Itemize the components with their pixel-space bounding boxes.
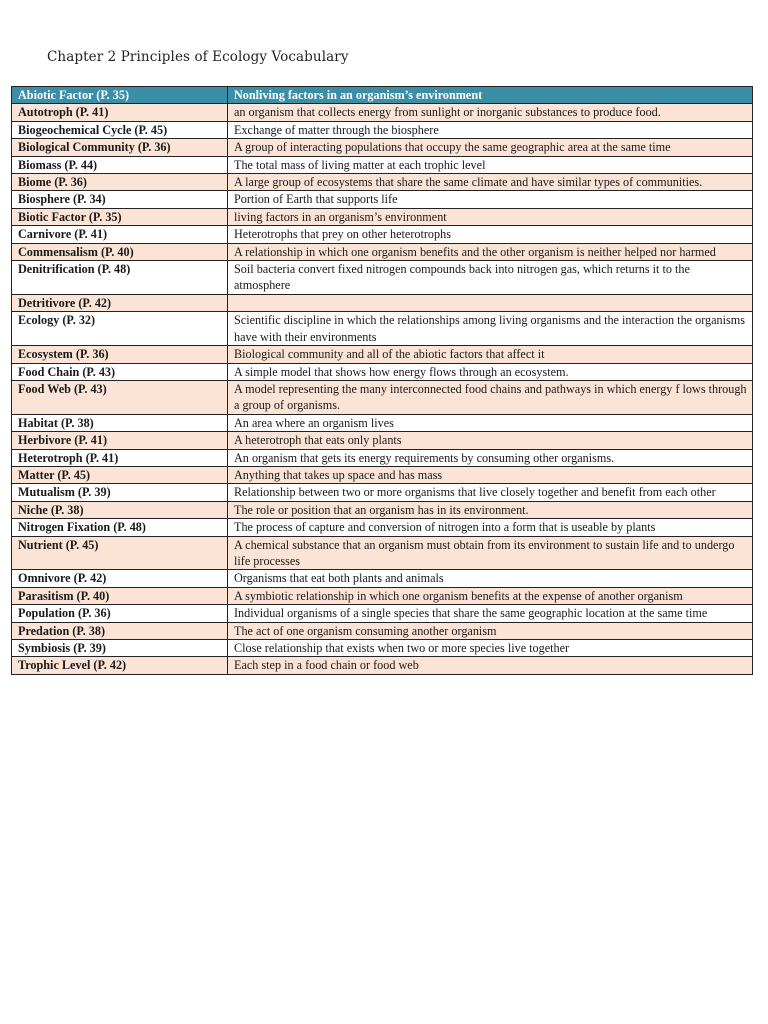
vocab-definition: Soil bacteria convert fixed nitrogen compounds back into nitrogen gas, which returns it to the atmosphere [228,261,753,295]
vocab-term: Nutrient (P. 45) [12,536,228,570]
vocab-definition: A group of interacting populations that occupy the same geographic area at the same time [228,139,753,156]
vocab-definition: Scientific discipline in which the relationships among living organisms and the interaction the organisms have with their environments [228,312,753,346]
vocab-term: Omnivore (P. 42) [12,570,228,587]
vocabulary-table [11,86,753,675]
vocab-definition: The act of one organism consuming another organism [228,622,753,639]
vocab-term: Food Web (P. 43) [12,380,228,414]
table-row [12,208,753,225]
table-row [12,243,753,260]
vocab-definition: Portion of Earth that supports life [228,191,753,208]
vocab-term: Biogeochemical Cycle (P. 45) [12,121,228,138]
vocab-definition: A relationship in which one organism benefits and the other organism is neither helped nor harmed [228,243,753,260]
vocab-term: Biological Community (P. 36) [12,139,228,156]
vocab-definition: A large group of ecosystems that share the same climate and have similar types of communities. [228,174,753,191]
table-row [12,363,753,380]
vocab-term: Matter (P. 45) [12,466,228,483]
vocab-term: Symbiosis (P. 39) [12,640,228,657]
vocab-term: Commensalism (P. 40) [12,243,228,260]
vocab-definition: A simple model that shows how energy flows through an ecosystem. [228,363,753,380]
table-row [12,484,753,501]
table-row [12,657,753,674]
vocab-term: Ecosystem (P. 36) [12,346,228,363]
vocab-term: Biome (P. 36) [12,174,228,191]
vocab-term: Denitrification (P. 48) [12,261,228,295]
vocab-term: Autotroph (P. 41) [12,104,228,121]
vocab-term: Niche (P. 38) [12,501,228,518]
vocab-definition: an organism that collects energy from sunlight or inorganic substances to produce food. [228,104,753,121]
table-row [12,466,753,483]
table-row [12,139,753,156]
vocab-term: Predation (P. 38) [12,622,228,639]
vocab-term: Ecology (P. 32) [12,312,228,346]
table-row [12,174,753,191]
header-term: Abiotic Factor (P. 35) [12,87,228,104]
vocab-term: Biosphere (P. 34) [12,191,228,208]
table-row [12,104,753,121]
vocab-definition: A model representing the many interconnected food chains and pathways in which energy f lows through a group of organisms. [228,380,753,414]
table-row [12,414,753,431]
vocab-term: Detritivore (P. 42) [12,294,228,311]
vocab-definition: living factors in an organism’s environment [228,208,753,225]
table-row [12,226,753,243]
vocab-term: Biotic Factor (P. 35) [12,208,228,225]
vocab-definition: A symbiotic relationship in which one organism benefits at the expense of another organism [228,587,753,604]
vocab-term: Biomass (P. 44) [12,156,228,173]
table-row [12,294,753,311]
table-header-row [12,87,753,104]
table-row [12,570,753,587]
table-row [12,519,753,536]
vocab-definition: An area where an organism lives [228,414,753,431]
vocab-definition: An organism that gets its energy requirements by consuming other organisms. [228,449,753,466]
table-row [12,536,753,570]
vocab-definition: Organisms that eat both plants and animals [228,570,753,587]
vocab-term: Trophic Level (P. 42) [12,657,228,674]
vocab-term: Parasitism (P. 40) [12,587,228,604]
vocab-definition: The total mass of living matter at each trophic level [228,156,753,173]
table-row [12,261,753,295]
table-row [12,312,753,346]
vocab-definition: Heterotrophs that prey on other heterotrophs [228,226,753,243]
table-row [12,501,753,518]
vocab-term: Food Chain (P. 43) [12,363,228,380]
vocab-definition: The role or position that an organism has in its environment. [228,501,753,518]
vocab-definition: A heterotroph that eats only plants [228,432,753,449]
vocab-definition: Relationship between two or more organisms that live closely together and benefit from each other [228,484,753,501]
vocab-term: Herbivore (P. 41) [12,432,228,449]
table-row [12,640,753,657]
vocab-definition: The process of capture and conversion of nitrogen into a form that is useable by plants [228,519,753,536]
vocab-definition: Anything that takes up space and has mass [228,466,753,483]
vocab-definition: A chemical substance that an organism must obtain from its environment to sustain life and to undergo life processes [228,536,753,570]
table-row [12,121,753,138]
table-row [12,587,753,604]
vocab-term: Habitat (P. 38) [12,414,228,431]
vocab-definition [228,294,753,311]
table-row [12,432,753,449]
vocab-term: Heterotroph (P. 41) [12,449,228,466]
table-row [12,191,753,208]
vocab-definition: Biological community and all of the abiotic factors that affect it [228,346,753,363]
vocab-term: Nitrogen Fixation (P. 48) [12,519,228,536]
vocab-definition: Individual organisms of a single species that share the same geographic location at the same time [228,605,753,622]
vocab-definition: Exchange of matter through the biosphere [228,121,753,138]
vocab-term: Carnivore (P. 41) [12,226,228,243]
vocabulary-rows [12,104,753,674]
vocab-term: Mutualism (P. 39) [12,484,228,501]
table-row [12,605,753,622]
header-definition: Nonliving factors in an organism’s environment [228,87,753,104]
table-row [12,380,753,414]
vocab-definition: Close relationship that exists when two or more species live together [228,640,753,657]
vocab-term: Population (P. 36) [12,605,228,622]
table-row [12,622,753,639]
table-row [12,346,753,363]
table-row [12,449,753,466]
document-title: Chapter 2 Principles of Ecology Vocabulary [47,49,349,65]
table-row [12,156,753,173]
vocab-definition: Each step in a food chain or food web [228,657,753,674]
